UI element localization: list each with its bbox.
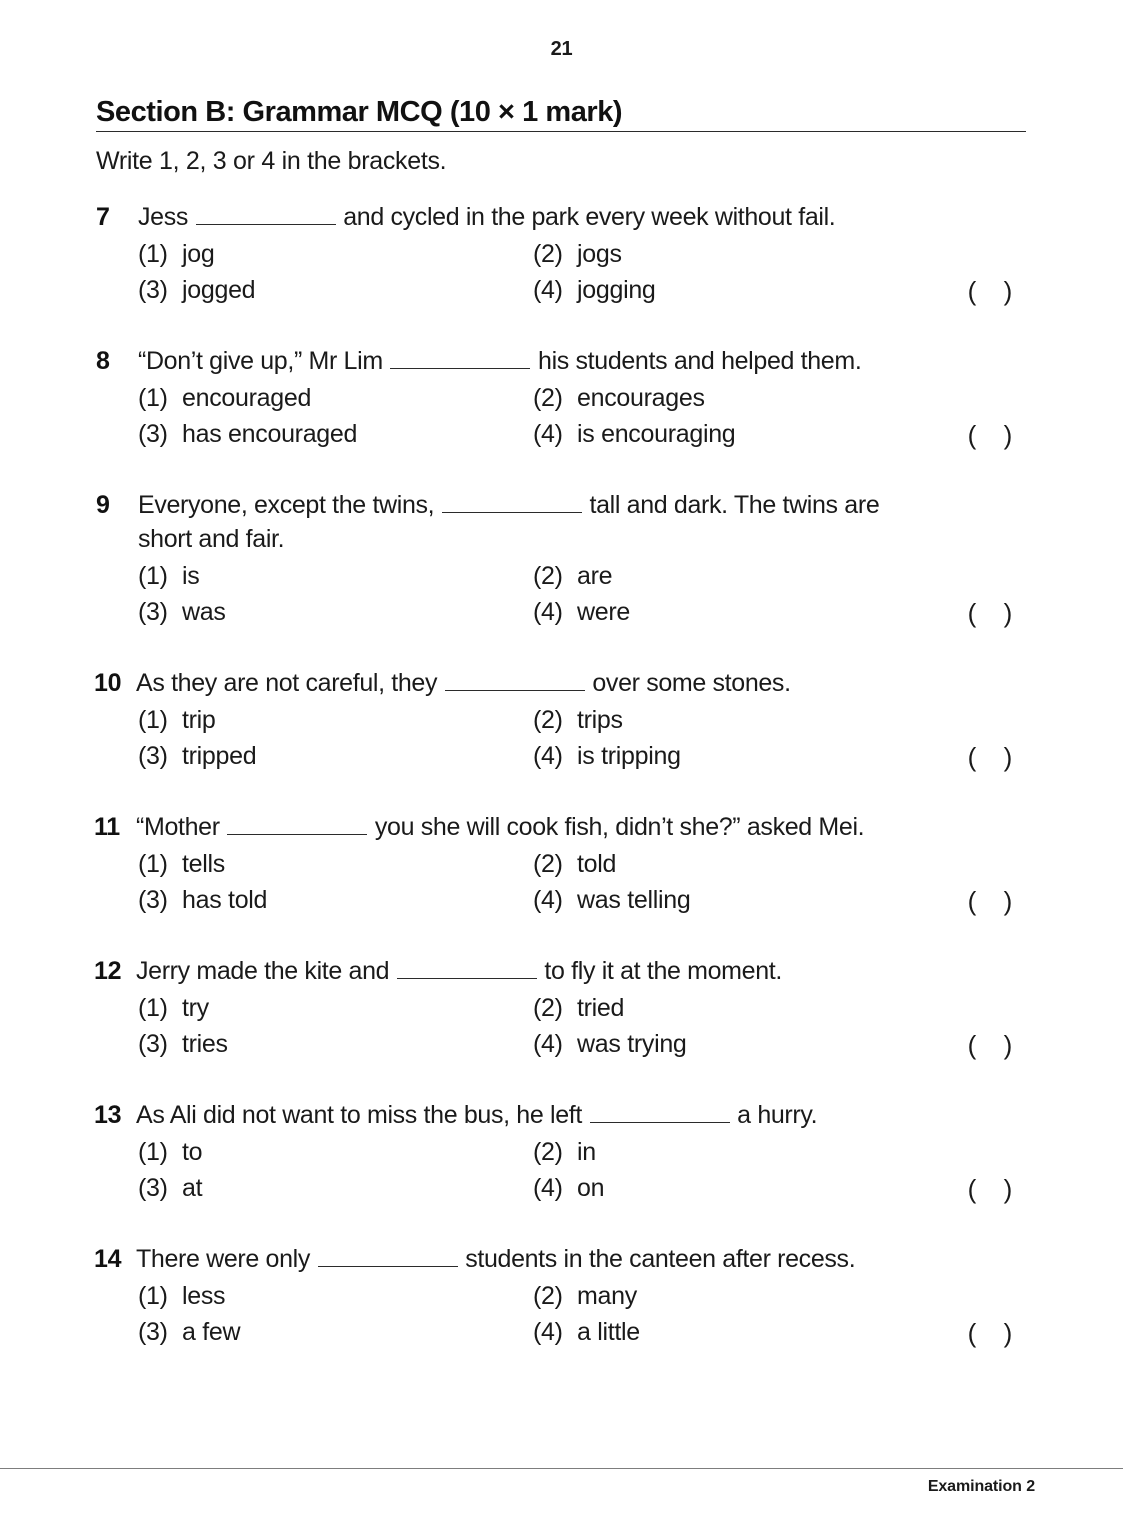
- option-4[interactable]: [533, 883, 933, 919]
- option-key: (4): [533, 275, 563, 304]
- option-key: (2): [533, 850, 563, 879]
- answer-blank[interactable]: [590, 1099, 730, 1123]
- option-key: (2): [533, 384, 563, 413]
- answer-bracket-box[interactable]: ( ): [967, 741, 1012, 772]
- section-heading-rule: [96, 131, 1026, 132]
- stem-text-before-blank: There were only: [136, 1245, 310, 1274]
- question-number: 14: [94, 1245, 122, 1274]
- option-3[interactable]: [138, 739, 533, 775]
- option-1[interactable]: [138, 991, 533, 1027]
- option-key: (1): [138, 240, 168, 269]
- option-text: jogs: [577, 240, 622, 269]
- option-key: (3): [138, 1173, 168, 1202]
- option-text: told: [577, 850, 617, 879]
- option-2[interactable]: [533, 1279, 933, 1315]
- option-key: (3): [138, 275, 168, 304]
- option-text: were: [577, 597, 630, 626]
- option-text: trips: [577, 706, 623, 735]
- option-text: in: [577, 1138, 596, 1167]
- option-1[interactable]: [138, 703, 533, 739]
- option-text: jogged: [182, 275, 256, 304]
- option-key: (4): [533, 885, 563, 914]
- option-2[interactable]: [533, 381, 933, 417]
- option-key: (1): [138, 706, 168, 735]
- option-2[interactable]: [533, 559, 933, 595]
- question-stem-row: [96, 1098, 1026, 1132]
- option-text: encourages: [577, 384, 705, 413]
- option-text: less: [182, 1282, 226, 1311]
- option-4[interactable]: [533, 273, 933, 309]
- option-4[interactable]: [533, 1171, 933, 1207]
- option-key: (1): [138, 1138, 168, 1167]
- option-4[interactable]: [533, 1315, 933, 1351]
- question-number: 7: [96, 203, 110, 232]
- option-text: was: [182, 597, 226, 626]
- options-grid: [138, 847, 1026, 918]
- option-3[interactable]: [138, 1171, 533, 1207]
- question-number: 10: [94, 669, 122, 698]
- answer-blank[interactable]: [318, 1243, 458, 1267]
- option-text: jogging: [577, 275, 656, 304]
- option-key: (4): [533, 419, 563, 448]
- option-key: (3): [138, 885, 168, 914]
- option-key: (2): [533, 240, 563, 269]
- option-1[interactable]: [138, 237, 533, 273]
- question-stem-row: [96, 954, 1026, 988]
- answer-blank[interactable]: [390, 345, 530, 369]
- stem-text-before-blank: “Don’t give up,” Mr Lim: [138, 347, 383, 376]
- option-text: was telling: [577, 885, 691, 914]
- option-key: (2): [533, 706, 563, 735]
- answer-blank[interactable]: [196, 201, 336, 225]
- option-3[interactable]: [138, 417, 533, 453]
- option-text: was trying: [577, 1029, 687, 1058]
- answer-blank[interactable]: [397, 955, 537, 979]
- option-key: (1): [138, 562, 168, 591]
- question-stem-row: [96, 666, 1026, 700]
- section-heading: Section B: Grammar MCQ (10 × 1 mark): [96, 96, 623, 128]
- option-4[interactable]: [533, 595, 933, 631]
- stem-text-after-blank: to fly it at the moment.: [544, 957, 782, 986]
- option-key: (1): [138, 850, 168, 879]
- option-text: has told: [182, 885, 268, 914]
- option-key: (1): [138, 1282, 168, 1311]
- option-3[interactable]: [138, 1027, 533, 1063]
- stem-text-before-blank: “Mother: [136, 813, 220, 842]
- content-column: [96, 96, 1026, 1350]
- answer-blank[interactable]: [227, 811, 367, 835]
- stem-text-before-blank: Jerry made the kite and: [136, 957, 390, 986]
- stem-text-before-blank: As they are not careful, they: [136, 669, 438, 698]
- question-block: [96, 666, 1026, 774]
- question-stem: [138, 344, 1026, 378]
- option-key: (2): [533, 562, 563, 591]
- option-row: [138, 739, 1026, 775]
- option-text: a few: [182, 1317, 241, 1346]
- options-grid: [138, 1135, 1026, 1206]
- option-key: (2): [533, 1138, 563, 1167]
- option-row: [138, 847, 1026, 883]
- option-text: tried: [577, 994, 625, 1023]
- question-stem: [136, 810, 1026, 844]
- question-number: 8: [96, 347, 110, 376]
- option-text: at: [182, 1173, 203, 1202]
- option-row: [138, 1171, 1026, 1207]
- option-4[interactable]: [533, 417, 933, 453]
- question-stem: [136, 666, 1026, 700]
- option-3[interactable]: [138, 883, 533, 919]
- option-1[interactable]: [138, 1135, 533, 1171]
- option-4[interactable]: [533, 739, 933, 775]
- option-row: [138, 381, 1026, 417]
- option-text: tells: [182, 850, 225, 879]
- option-text: encouraged: [182, 384, 312, 413]
- option-row: [138, 273, 1026, 309]
- stem-text-after-blank: and cycled in the park every week without fail.: [343, 203, 836, 232]
- option-2[interactable]: [533, 237, 933, 273]
- option-row: [138, 559, 1026, 595]
- options-grid: [138, 237, 1026, 308]
- option-text: many: [577, 1282, 637, 1311]
- question-stem: [138, 200, 1026, 234]
- option-key: (4): [533, 1317, 563, 1346]
- option-text: is tripping: [577, 741, 681, 770]
- option-text: is encouraging: [577, 419, 736, 448]
- stem-text-after-blank: a hurry.: [737, 1101, 818, 1130]
- option-key: (3): [138, 1029, 168, 1058]
- question-stem-row: [96, 344, 1026, 378]
- option-row: [138, 1027, 1026, 1063]
- question-number: 13: [94, 1101, 122, 1130]
- answer-bracket-box[interactable]: ( ): [967, 885, 1012, 916]
- question-block: [96, 954, 1026, 1062]
- answer-bracket-box[interactable]: ( ): [967, 1173, 1012, 1204]
- option-key: (4): [533, 1029, 563, 1058]
- options-grid: [138, 991, 1026, 1062]
- stem-text-before-blank: As Ali did not want to miss the bus, he left: [136, 1101, 582, 1130]
- question-stem-row: [96, 200, 1026, 234]
- option-3[interactable]: [138, 595, 533, 631]
- option-key: (3): [138, 597, 168, 626]
- option-key: (2): [533, 994, 563, 1023]
- option-text: a little: [577, 1317, 640, 1346]
- option-4[interactable]: [533, 1027, 933, 1063]
- stem-text-after-blank: his students and helped them.: [538, 347, 862, 376]
- option-text: tries: [182, 1029, 228, 1058]
- stem-text-line2: short and fair.: [138, 525, 285, 554]
- option-row: [138, 595, 1026, 631]
- option-text: try: [182, 994, 209, 1023]
- question-block: [96, 1242, 1026, 1350]
- question-number: 12: [94, 957, 122, 986]
- footer-rule: [0, 1468, 1123, 1469]
- option-2[interactable]: [533, 991, 933, 1027]
- question-number: 9: [96, 491, 110, 520]
- option-key: (2): [533, 1282, 563, 1311]
- option-row: [138, 237, 1026, 273]
- question-stem-row: [96, 488, 1026, 556]
- question-stem-row: [96, 1242, 1026, 1276]
- question-stem-row: [96, 810, 1026, 844]
- options-grid: [138, 1279, 1026, 1350]
- option-1[interactable]: [138, 381, 533, 417]
- option-text: to: [182, 1138, 203, 1167]
- option-key: (4): [533, 1173, 563, 1202]
- instruction-text: Write 1, 2, 3 or 4 in the brackets.: [96, 147, 447, 176]
- footer-label: Examination 2: [927, 1478, 1035, 1495]
- option-2[interactable]: [533, 1135, 933, 1171]
- option-key: (3): [138, 419, 168, 448]
- option-text: has encouraged: [182, 419, 358, 448]
- answer-blank[interactable]: [442, 489, 582, 513]
- option-row: [138, 417, 1026, 453]
- question-block: [96, 344, 1026, 452]
- option-row: [138, 1315, 1026, 1351]
- question-number: 11: [94, 813, 120, 842]
- question-block: [96, 488, 1026, 630]
- option-key: (4): [533, 741, 563, 770]
- stem-text-after-blank: students in the canteen after recess.: [465, 1245, 856, 1274]
- answer-bracket-box[interactable]: ( ): [967, 1029, 1012, 1060]
- options-grid: [138, 559, 1026, 630]
- questions-list: [96, 200, 1026, 1350]
- options-grid: [138, 381, 1026, 452]
- option-row: [138, 703, 1026, 739]
- option-key: (1): [138, 994, 168, 1023]
- question-stem: [138, 488, 1026, 556]
- option-row: [138, 1279, 1026, 1315]
- stem-text-before-blank: Everyone, except the twins,: [138, 491, 435, 520]
- stem-text-after-blank: you she will cook fish, didn’t she?” asked Mei.: [374, 813, 865, 842]
- stem-text-after-blank: over some stones.: [592, 669, 791, 698]
- stem-text-after-blank: tall and dark. The twins are: [589, 491, 880, 520]
- options-grid: [138, 703, 1026, 774]
- option-3[interactable]: [138, 273, 533, 309]
- question-block: [96, 810, 1026, 918]
- question-stem: [136, 1242, 1026, 1276]
- option-row: [138, 991, 1026, 1027]
- option-row: [138, 883, 1026, 919]
- question-block: [96, 200, 1026, 308]
- option-key: (4): [533, 597, 563, 626]
- option-row: [138, 1135, 1026, 1171]
- option-text: is: [182, 562, 200, 591]
- option-2[interactable]: [533, 847, 933, 883]
- option-text: are: [577, 562, 613, 591]
- option-1[interactable]: [138, 847, 533, 883]
- option-key: (3): [138, 741, 168, 770]
- answer-bracket-box[interactable]: ( ): [967, 419, 1012, 450]
- option-2[interactable]: [533, 703, 933, 739]
- answer-bracket-box[interactable]: ( ): [967, 597, 1012, 628]
- option-3[interactable]: [138, 1315, 533, 1351]
- question-stem: [136, 1098, 1026, 1132]
- answer-blank[interactable]: [445, 667, 585, 691]
- option-1[interactable]: [138, 1279, 533, 1315]
- option-text: trip: [182, 706, 216, 735]
- option-key: (1): [138, 384, 168, 413]
- question-block: [96, 1098, 1026, 1206]
- question-stem: [136, 954, 1026, 988]
- option-key: (3): [138, 1317, 168, 1346]
- option-text: jog: [182, 240, 215, 269]
- page-number: 21: [550, 38, 573, 60]
- option-text: on: [577, 1173, 605, 1202]
- stem-text-before-blank: Jess: [138, 203, 189, 232]
- option-1[interactable]: [138, 559, 533, 595]
- answer-bracket-box[interactable]: ( ): [967, 1317, 1012, 1348]
- option-text: tripped: [182, 741, 257, 770]
- answer-bracket-box[interactable]: ( ): [967, 275, 1012, 306]
